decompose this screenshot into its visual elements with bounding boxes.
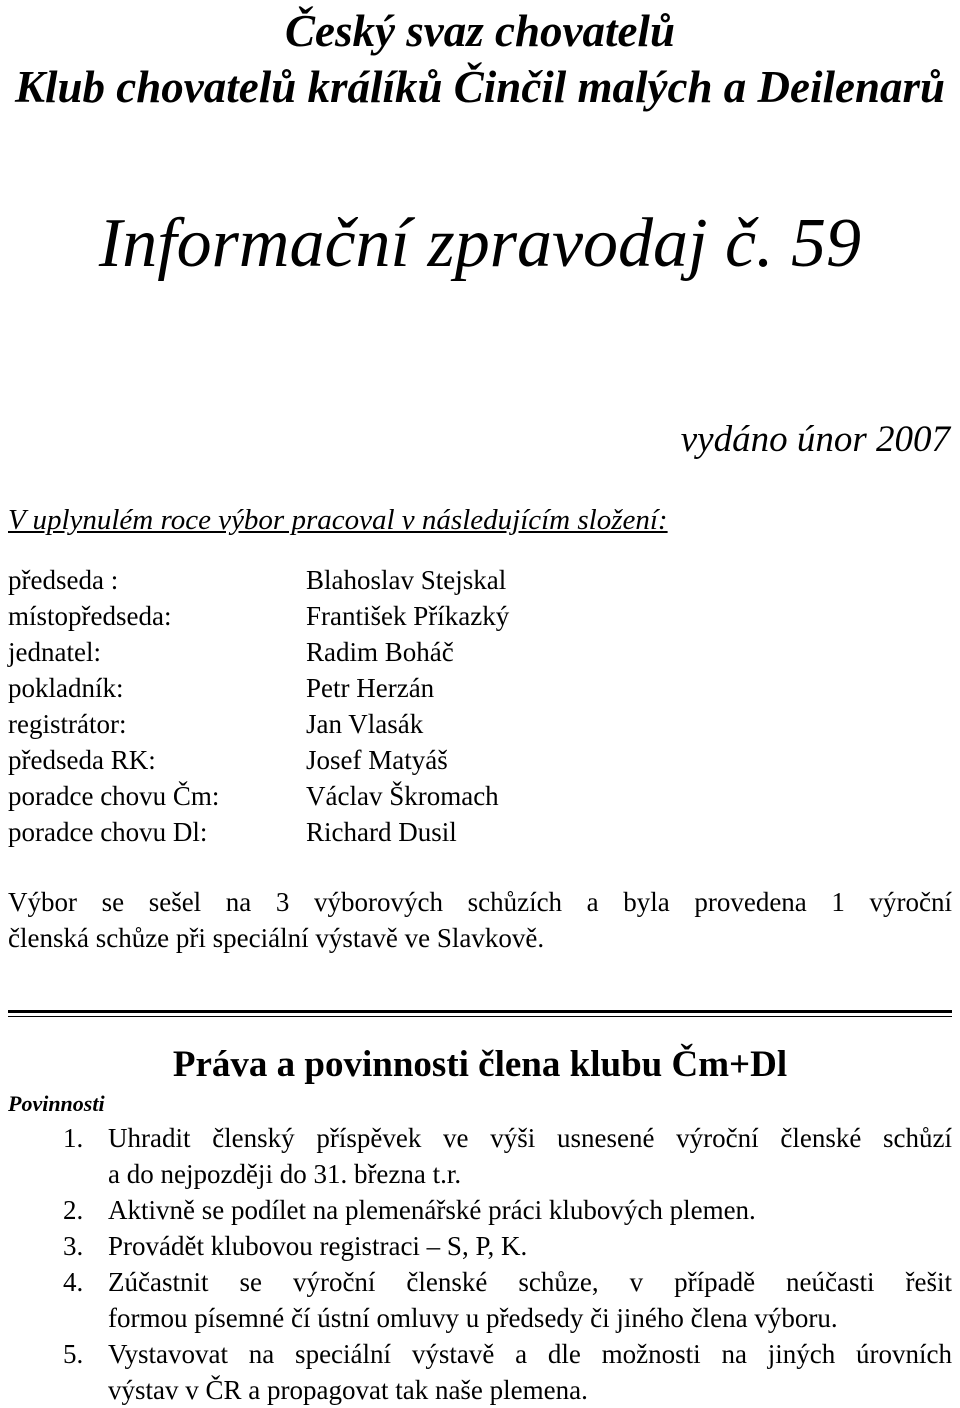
duty-text-line: formou písemné čí ústní omluvy u předsedy či jiného člena výboru. [108,1303,838,1333]
section-title: Práva a povinnosti člena klubu Čm+Dl [172,1044,788,1085]
member-role: místopředseda: [8,601,172,631]
member-role: pokladník: [8,673,124,703]
duty-text-line: Vystavovat na speciální výstavě a dle možnosti na jiných úrovních [108,1339,952,1369]
organization-name: Český svaz chovatelů [285,6,675,56]
duty-item [8,1264,952,1336]
member-name: Josef Matyáš [306,745,448,775]
bulletin-title: Informační zpravodaj č. 59 [98,205,862,282]
duties-list [8,1120,952,1408]
member-role: předseda : [8,565,119,595]
summary-line: Výbor se sešel na 3 výborových schůzích a byla provedena 1 výroční [8,887,952,917]
committee-heading: V uplynulém roce výbor pracoval v následujícím složení: [8,504,668,536]
summary-line: členská schůze při speciální výstavě ve Slavkově. [8,923,545,953]
duty-number: 3. [63,1231,84,1261]
member-name: Radim Boháč [306,637,454,667]
committee-row [8,634,708,670]
member-role: poradce chovu Čm: [8,781,220,811]
committee-row [8,814,708,850]
duties-label: Povinnosti [8,1091,105,1116]
member-role: registrátor: [8,709,127,739]
section-divider [8,1010,952,1013]
committee-row [8,706,708,742]
duty-number: 1. [63,1123,84,1153]
member-name: Václav Škromach [306,781,499,811]
duty-item [8,1192,952,1228]
duty-number: 2. [63,1195,84,1225]
duty-text-line: Zúčastnit se výroční členské schůze, v případě neúčasti řešit [108,1267,952,1297]
duty-number: 5. [63,1339,84,1369]
committee-row [8,778,708,814]
duty-item [8,1120,952,1192]
committee-row [8,742,708,778]
duty-number: 4. [63,1267,84,1297]
member-role: poradce chovu Dl: [8,817,208,847]
member-role: předseda RK: [8,745,156,775]
duty-text-line: Provádět klubovou registraci – S, P, K. [108,1231,528,1261]
committee-row [8,598,708,634]
section-divider-thin [8,1016,952,1017]
member-name: Jan Vlasák [306,709,424,739]
member-name: Blahoslav Stejskal [306,565,507,595]
committee-row [8,670,708,706]
member-name: Richard Dusil [306,817,457,847]
duty-text-line: výstav v ČR a propagovat tak naše plemena. [108,1375,588,1405]
duty-text-line: a do nejpozději do 31. března t.r. [108,1159,462,1189]
duty-text-line: Uhradit členský příspěvek ve výši usnesené výroční členské schůzí [108,1123,952,1153]
issue-date: vydáno únor 2007 [680,419,950,460]
member-name: František Příkazký [306,601,510,631]
duty-item [8,1336,952,1408]
meeting-summary [8,884,952,956]
member-name: Petr Herzán [306,673,435,703]
committee-row [8,562,708,598]
duty-item [8,1228,952,1264]
duty-text-line: Aktivně se podílet na plemenářské práci klubových plemen. [108,1195,756,1225]
member-role: jednatel: [8,637,101,667]
club-name: Klub chovatelů králíků Činčil malých a Deilenarů [14,62,946,112]
committee-list [8,562,708,850]
